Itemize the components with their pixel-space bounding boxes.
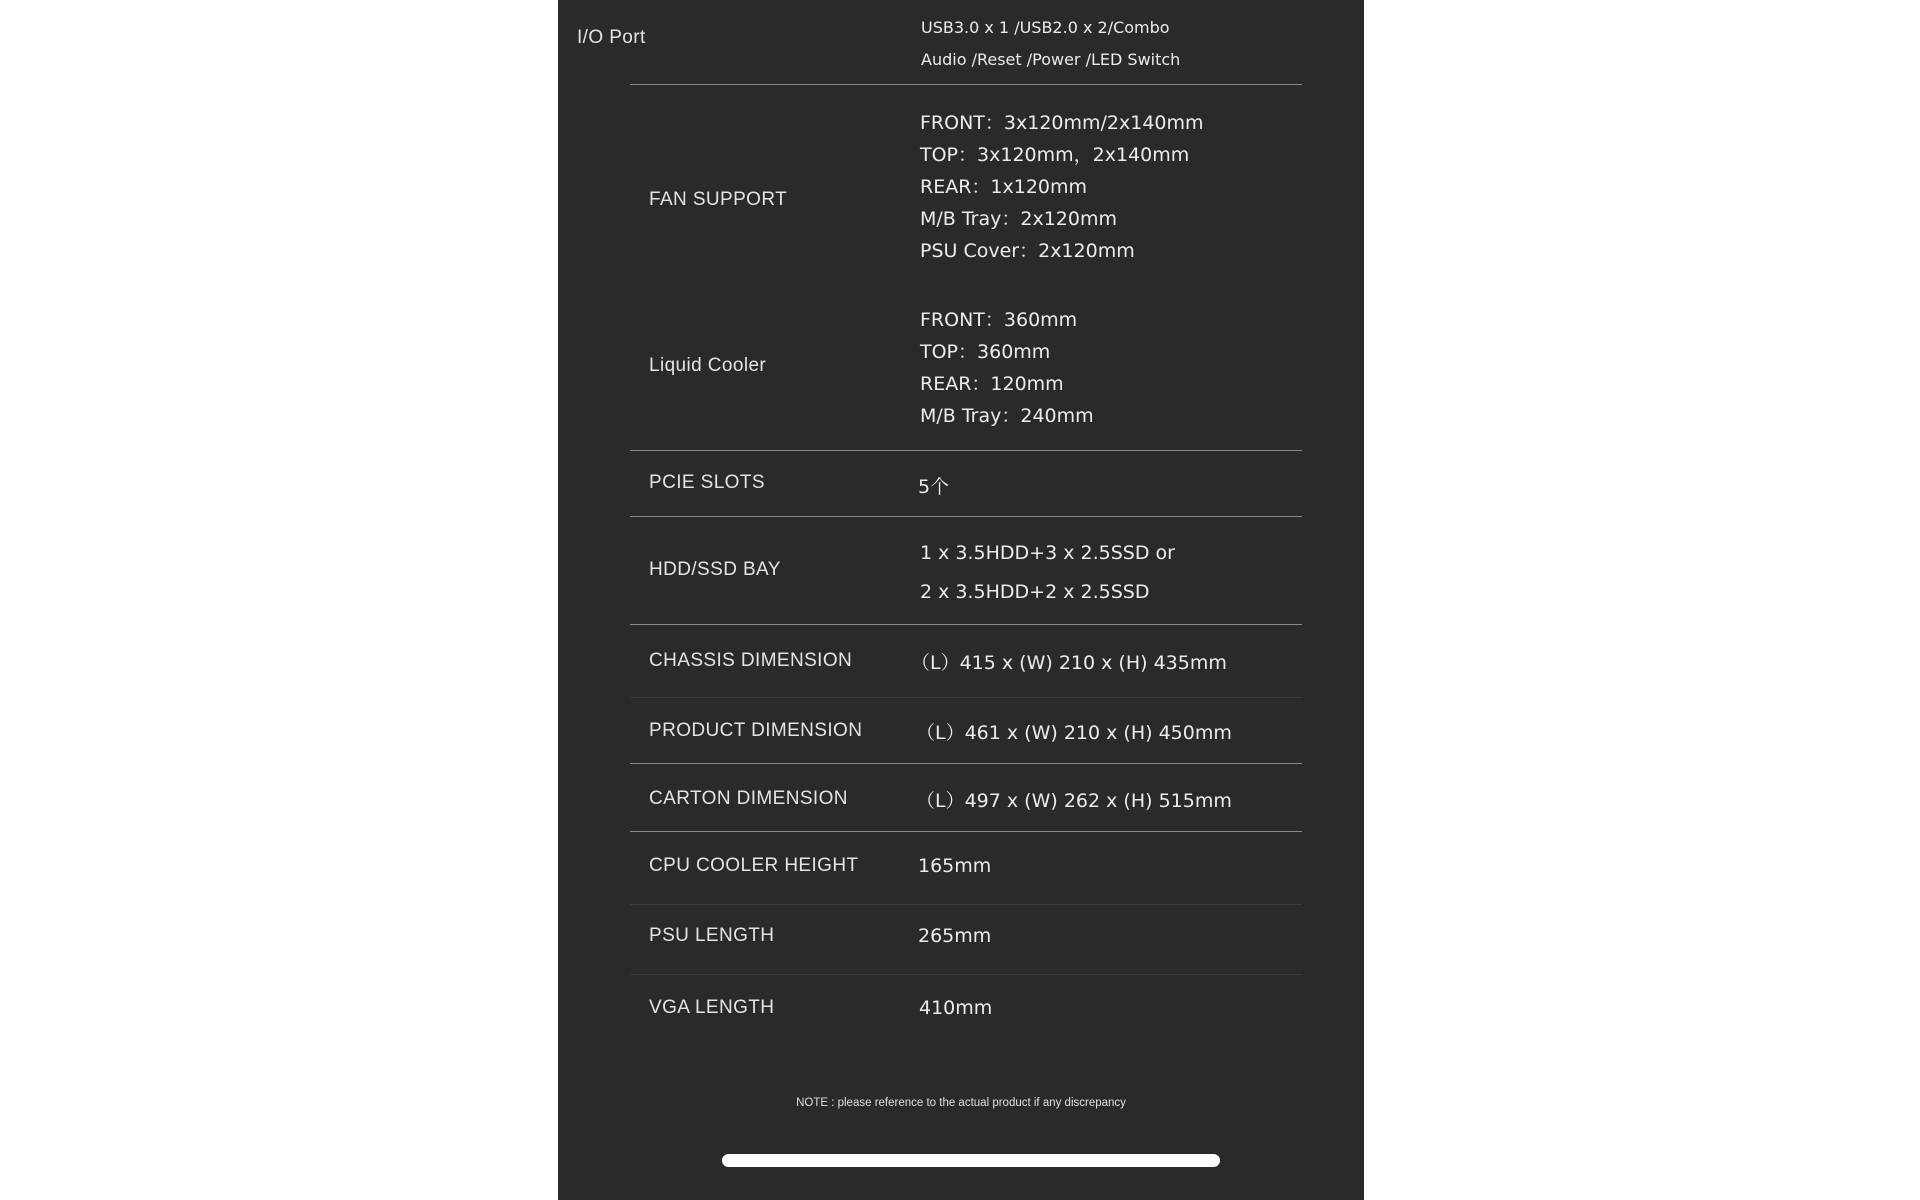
hdd-ssd-bay-value xyxy=(920,534,1175,612)
psu-length-value: 265mm xyxy=(918,925,992,947)
io-port-label: I/O Port xyxy=(577,27,646,48)
fan-support-line: TOP：3x120mm，2x140mm xyxy=(920,144,1190,166)
divider xyxy=(630,974,1302,975)
liquid-cooler-value xyxy=(920,304,1094,432)
liquid-cooler-label: Liquid Cooler xyxy=(649,355,767,376)
divider xyxy=(630,831,1302,832)
liquid-cooler-line: FRONT：360mm xyxy=(920,309,1078,331)
cpu-cooler-height-label: CPU COOLER HEIGHT xyxy=(649,855,859,876)
divider xyxy=(630,697,1302,698)
divider xyxy=(630,763,1302,764)
fan-support-line: REAR：1x120mm xyxy=(920,176,1088,198)
home-indicator[interactable] xyxy=(722,1154,1220,1167)
hdd-ssd-bay-line: 1 x 3.5HDD+3 x 2.5SSD or xyxy=(920,542,1175,564)
carton-dimension-label: CARTON DIMENSION xyxy=(649,788,848,809)
product-dimension-label: PRODUCT DIMENSION xyxy=(649,720,863,741)
io-port-line: Audio /Reset /Power /LED Switch xyxy=(921,50,1181,69)
pcie-slots-label: PCIE SLOTS xyxy=(649,472,765,493)
io-port-line: USB3.0 x 1 /USB2.0 x 2/Combo xyxy=(921,18,1170,37)
pcie-slots-value: 5个 xyxy=(918,476,950,498)
fan-support-label: FAN SUPPORT xyxy=(649,189,788,210)
chassis-dimension-label: CHASSIS DIMENSION xyxy=(649,650,853,671)
liquid-cooler-line: TOP：360mm xyxy=(920,341,1051,363)
hdd-ssd-bay-label: HDD/SSD BAY xyxy=(649,559,781,580)
divider xyxy=(630,516,1302,517)
psu-length-label: PSU LENGTH xyxy=(649,925,775,946)
liquid-cooler-line: M/B Tray：240mm xyxy=(920,405,1094,427)
spec-panel xyxy=(558,0,1364,1200)
fan-support-value xyxy=(920,107,1204,267)
fan-support-line: PSU Cover：2x120mm xyxy=(920,240,1135,262)
note-text: NOTE : please reference to the actual product if any discrepancy xyxy=(796,1097,1126,1109)
fan-support-line: FRONT：3x120mm/2x140mm xyxy=(920,112,1204,134)
carton-dimension-value: （L）497 x (W) 262 x (H) 515mm xyxy=(916,790,1232,812)
fan-support-line: M/B Tray：2x120mm xyxy=(920,208,1117,230)
chassis-dimension-value: （L）415 x (W) 210 x (H) 435mm xyxy=(911,652,1227,674)
vga-length-label: VGA LENGTH xyxy=(649,997,775,1018)
liquid-cooler-line: REAR：120mm xyxy=(920,373,1064,395)
divider xyxy=(630,624,1302,625)
hdd-ssd-bay-line: 2 x 3.5HDD+2 x 2.5SSD xyxy=(920,581,1150,603)
vga-length-value: 410mm xyxy=(919,997,993,1019)
divider xyxy=(630,84,1302,85)
divider xyxy=(630,450,1302,451)
divider xyxy=(630,904,1302,905)
product-dimension-value: （L）461 x (W) 210 x (H) 450mm xyxy=(916,722,1232,744)
cpu-cooler-height-value: 165mm xyxy=(918,855,992,877)
io-port-value xyxy=(921,12,1180,76)
